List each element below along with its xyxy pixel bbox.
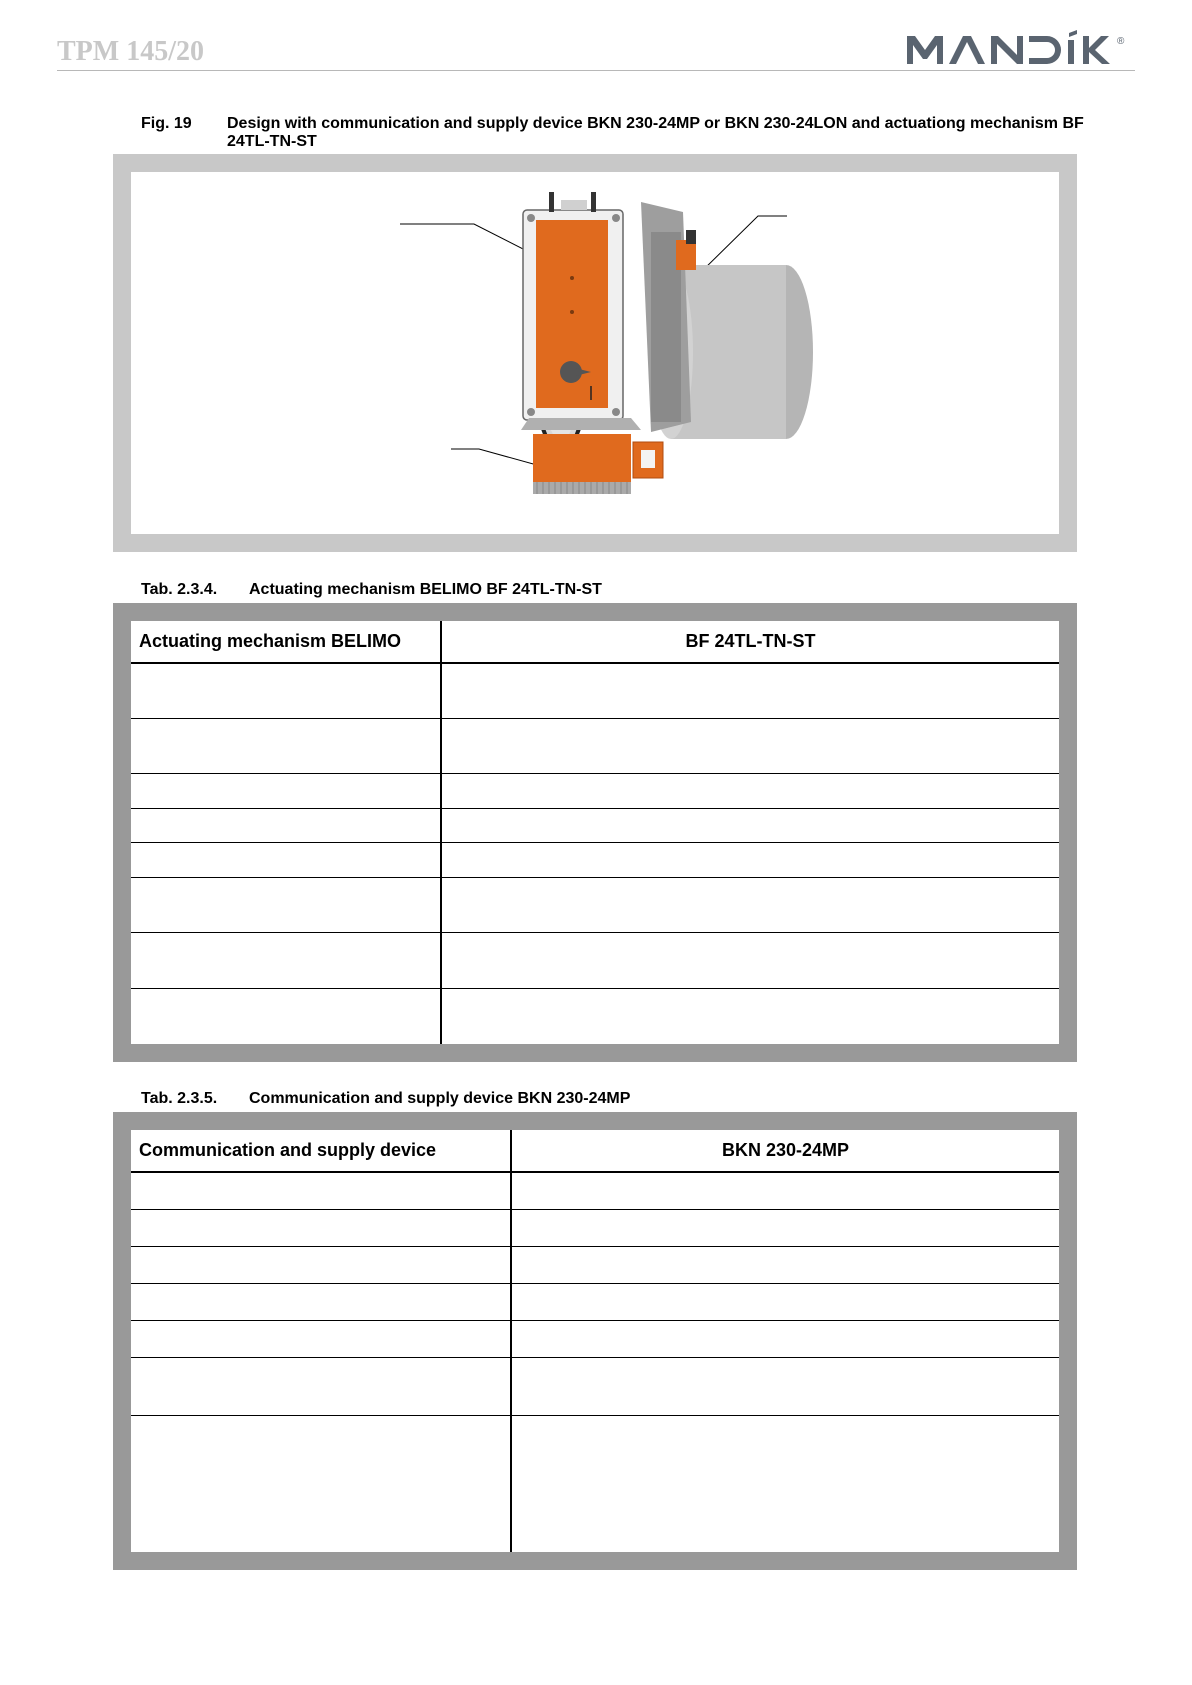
table1-header-row (131, 621, 1059, 663)
table-cell (131, 663, 441, 718)
table-cell (511, 1415, 1059, 1552)
table-cell (511, 1209, 1059, 1246)
table-cell (511, 1357, 1059, 1415)
table-cell (441, 877, 1059, 932)
table-cell (131, 773, 441, 808)
table-cell (441, 808, 1059, 842)
table-cell (441, 842, 1059, 877)
table-row (131, 842, 1059, 877)
table-cell (131, 1320, 511, 1357)
table-cell (131, 842, 441, 877)
figure-caption-text: Design with communication and supply device BKN 230-24MP or BKN 230-24LON and actuationg mechanism BF 24TL-TN-ST (227, 115, 1084, 150)
table-row (131, 808, 1059, 842)
actuator-dot (570, 310, 574, 314)
table-cell (131, 988, 441, 1044)
table-cell (131, 1172, 511, 1209)
table-cell (131, 1415, 511, 1552)
actuator-dot (570, 276, 574, 280)
screw (612, 214, 620, 222)
table-row (131, 1357, 1059, 1415)
table-cell (441, 663, 1059, 718)
table1 (131, 621, 1059, 1044)
table-cell (131, 1283, 511, 1320)
antenna (549, 192, 554, 212)
table-row (131, 1172, 1059, 1209)
table-cell (511, 1283, 1059, 1320)
registered-mark: ® (1117, 36, 1125, 47)
base-plate (521, 418, 641, 430)
supply-device (533, 434, 631, 482)
table-cell (441, 773, 1059, 808)
orange-module (676, 240, 696, 270)
table-row (131, 932, 1059, 988)
table2-header-row (131, 1130, 1059, 1172)
table-cell (131, 1246, 511, 1283)
table-cell (441, 932, 1059, 988)
screw (527, 408, 535, 416)
table2-caption-text: Communication and supply device BKN 230-24MP (249, 1090, 631, 1107)
figure-frame (113, 154, 1077, 552)
top-bracket (561, 200, 587, 210)
table1-header-label: Actuating mechanism BELIMO (131, 621, 441, 663)
table-cell (511, 1320, 1059, 1357)
header-rule (57, 70, 1135, 71)
table-cell (441, 718, 1059, 773)
document-code: TPM 145/20 (57, 36, 204, 67)
table-row (131, 663, 1059, 718)
table-cell (131, 1209, 511, 1246)
figure-canvas (131, 172, 1059, 534)
connector-slot (641, 450, 655, 468)
table-row (131, 988, 1059, 1044)
table1-header-value: BF 24TL-TN-ST (441, 621, 1059, 663)
table2-header-value: BKN 230-24MP (511, 1130, 1059, 1172)
table2 (131, 1130, 1059, 1552)
table-cell (441, 988, 1059, 1044)
table-row (131, 877, 1059, 932)
table2-number: Tab. 2.3.5. (141, 1090, 218, 1107)
supply-heatsink (533, 482, 631, 494)
actuator-illustration (131, 172, 1059, 534)
table-row (131, 773, 1059, 808)
table-cell (131, 1357, 511, 1415)
table-cell (131, 808, 441, 842)
screw (612, 408, 620, 416)
table1-number: Tab. 2.3.4. (141, 581, 218, 598)
table1-body (131, 621, 1059, 1044)
table-row (131, 1246, 1059, 1283)
table-cell (511, 1172, 1059, 1209)
module-connector (686, 230, 696, 244)
table-cell (131, 932, 441, 988)
figure-number: Fig. 19 (141, 115, 192, 132)
table-row (131, 1209, 1059, 1246)
table-row (131, 718, 1059, 773)
table-cell (511, 1246, 1059, 1283)
mandik-logo (905, 30, 1135, 70)
antenna (591, 192, 596, 212)
table-row (131, 1415, 1059, 1552)
table2-frame (113, 1112, 1077, 1570)
screw (527, 214, 535, 222)
table-row (131, 1283, 1059, 1320)
table1-frame (113, 603, 1077, 1062)
table2-body (131, 1130, 1059, 1552)
table-row (131, 1320, 1059, 1357)
table-cell (131, 718, 441, 773)
table-cell (131, 877, 441, 932)
table2-header-label: Communication and supply device (131, 1130, 511, 1172)
table1-caption-text: Actuating mechanism BELIMO BF 24TL-TN-ST (249, 581, 602, 598)
